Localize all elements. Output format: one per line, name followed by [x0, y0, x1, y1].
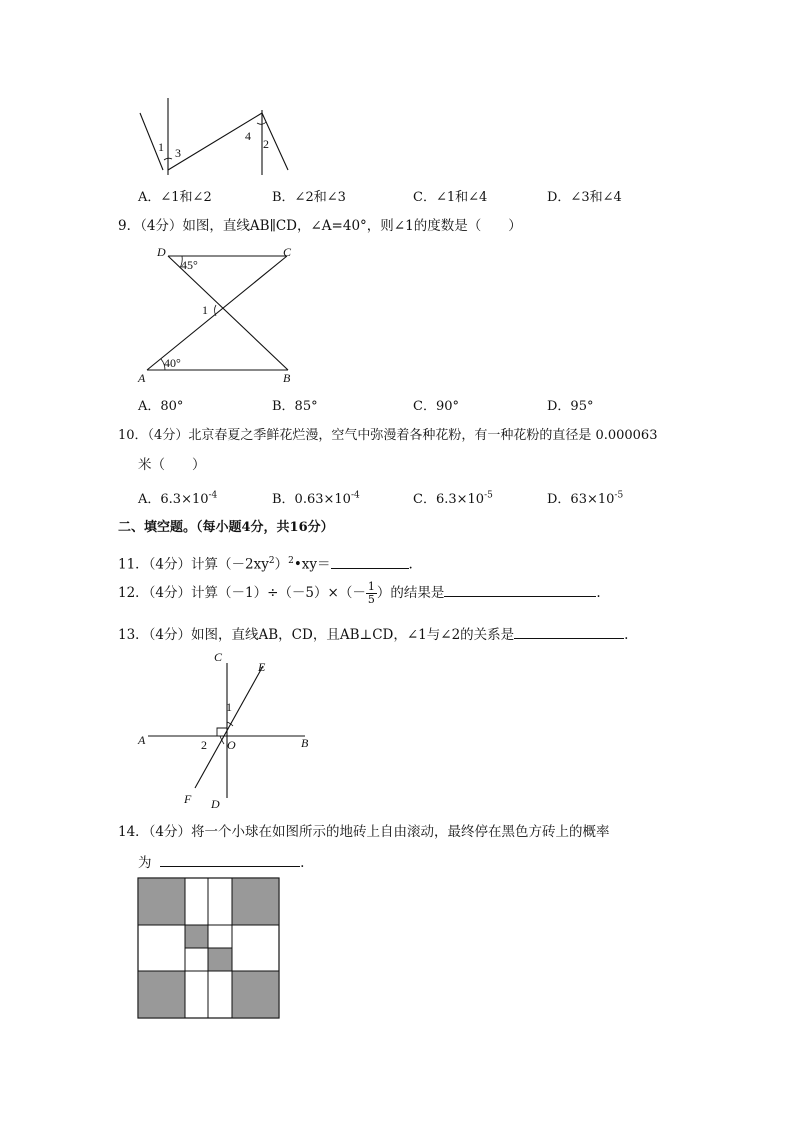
fig8-label-3: 3: [175, 146, 181, 160]
q13-text: 13．（4分）如图，直线AB，CD，且AB⊥CD，∠1与∠2的关系是: [118, 627, 515, 643]
q10-option-c[interactable]: [413, 488, 493, 507]
q9-option-b[interactable]: B．85°: [272, 399, 318, 414]
fig13-label-o: O: [227, 738, 236, 752]
q11-sup2: 2: [288, 556, 294, 566]
fig13-label-b: B: [301, 736, 309, 750]
tile-dark-top-right: [232, 878, 279, 925]
fig9-label-a: A: [138, 371, 146, 385]
tile-dark-bottom-left: [138, 971, 185, 1018]
fig13-label-2: 2: [201, 738, 207, 752]
q9-option-c[interactable]: C．90°: [413, 399, 459, 414]
q11-text-a: 11．（4分）计算（－2xy: [118, 556, 269, 573]
q13-answer-blank[interactable]: [514, 624, 624, 639]
q10-option-b-text: B．0.63×10: [272, 492, 351, 507]
q10-option-d-exp: -5: [614, 490, 624, 501]
q13: [118, 624, 628, 644]
tile-dark-center-1: [185, 925, 208, 948]
q12: [118, 581, 601, 606]
q9-option-d[interactable]: D．95°: [547, 399, 594, 414]
q8-option-d[interactable]: D．∠3和∠4: [547, 190, 622, 205]
fig13-label-d: D: [211, 797, 220, 811]
q11-end: .: [408, 556, 413, 573]
q8-option-a[interactable]: A．∠1和∠2: [138, 190, 212, 205]
q12-answer-blank[interactable]: [444, 582, 596, 597]
q14-text-line2: 为: [138, 855, 152, 871]
q10-option-c-exp: -5: [484, 490, 493, 501]
figure-q14-tiles: [136, 876, 282, 1022]
q14-line2: [138, 852, 304, 872]
tile-dark-bottom-right: [232, 971, 279, 1018]
q12-fraction: [366, 581, 377, 606]
q10-option-a[interactable]: [138, 488, 217, 507]
q12-text-a: 12．（4分）计算（－1）÷（－5）×（－: [118, 585, 366, 601]
fig9-label-b: B: [283, 371, 291, 385]
q10-text-line2: 米（ ）: [138, 457, 206, 473]
fig9-label-1: 1: [202, 303, 208, 317]
q11-answer-blank[interactable]: [331, 554, 409, 569]
fig13-label-a: A: [138, 733, 146, 747]
tile-dark-top-left: [138, 878, 185, 925]
fig9-angle-d: 45°: [181, 258, 198, 272]
q12-fraction-num: 1: [367, 580, 375, 593]
fig8-label-1: 1: [158, 140, 164, 154]
fig9-angle-a: 40°: [164, 356, 181, 370]
fig13-label-c: C: [214, 650, 223, 664]
q10-text-line1: 10．（4分）北京春夏之季鲜花烂漫，空气中弥漫着各种花粉，有一种花粉的直径是 0.000063: [118, 428, 658, 443]
q11-sup1: 2: [268, 556, 275, 566]
q14-end: .: [300, 855, 305, 871]
q11-text-b: ）: [274, 556, 289, 573]
fig9-label-d: D: [157, 245, 166, 259]
q10-option-b[interactable]: [272, 488, 360, 507]
q12-text-b: ）的结果是: [376, 585, 445, 601]
q12-fraction-den: 5: [367, 593, 375, 606]
q10-option-d-text: D．63×10: [547, 492, 615, 507]
q9-option-a[interactable]: A．80°: [138, 399, 184, 414]
fig8-label-4: 4: [245, 129, 251, 143]
q8-option-b[interactable]: B．∠2和∠3: [272, 190, 346, 205]
fig8-label-2: 2: [263, 137, 269, 151]
fig13-label-e: E: [258, 660, 266, 674]
figure-q9: [135, 242, 305, 387]
q10-option-a-text: A．6.3×10: [138, 492, 209, 507]
section-2-heading: 二、填空题。（每小题4分，共16分）: [118, 520, 334, 535]
q10-option-a-exp: -4: [208, 490, 218, 501]
q12-end: .: [596, 585, 601, 601]
fig13-label-f: F: [184, 792, 192, 806]
q8-option-c[interactable]: C．∠1和∠4: [413, 190, 488, 205]
q11: [118, 552, 413, 574]
figure-q13: [135, 648, 320, 813]
fig13-label-1: 1: [226, 700, 232, 714]
q11-text-c: •xy＝: [293, 556, 331, 573]
figure-q8: [135, 95, 295, 180]
q10-option-b-exp: -4: [350, 490, 360, 501]
q13-end: .: [624, 627, 629, 643]
q14-answer-blank[interactable]: [160, 852, 300, 867]
tile-dark-center-2: [208, 948, 232, 971]
q9-text: 9．（4分）如图，直线AB∥CD，∠A=40°，则∠1的度数是（ ）: [118, 218, 522, 234]
fig9-label-c: C: [283, 245, 292, 259]
q10-option-d[interactable]: [547, 488, 623, 507]
q10-option-c-text: C．6.3×10: [413, 492, 485, 507]
q14-text-line1: 14．（4分）将一个小球在如图所示的地砖上自由滚动，最终停在黑色方砖上的概率: [118, 824, 610, 840]
